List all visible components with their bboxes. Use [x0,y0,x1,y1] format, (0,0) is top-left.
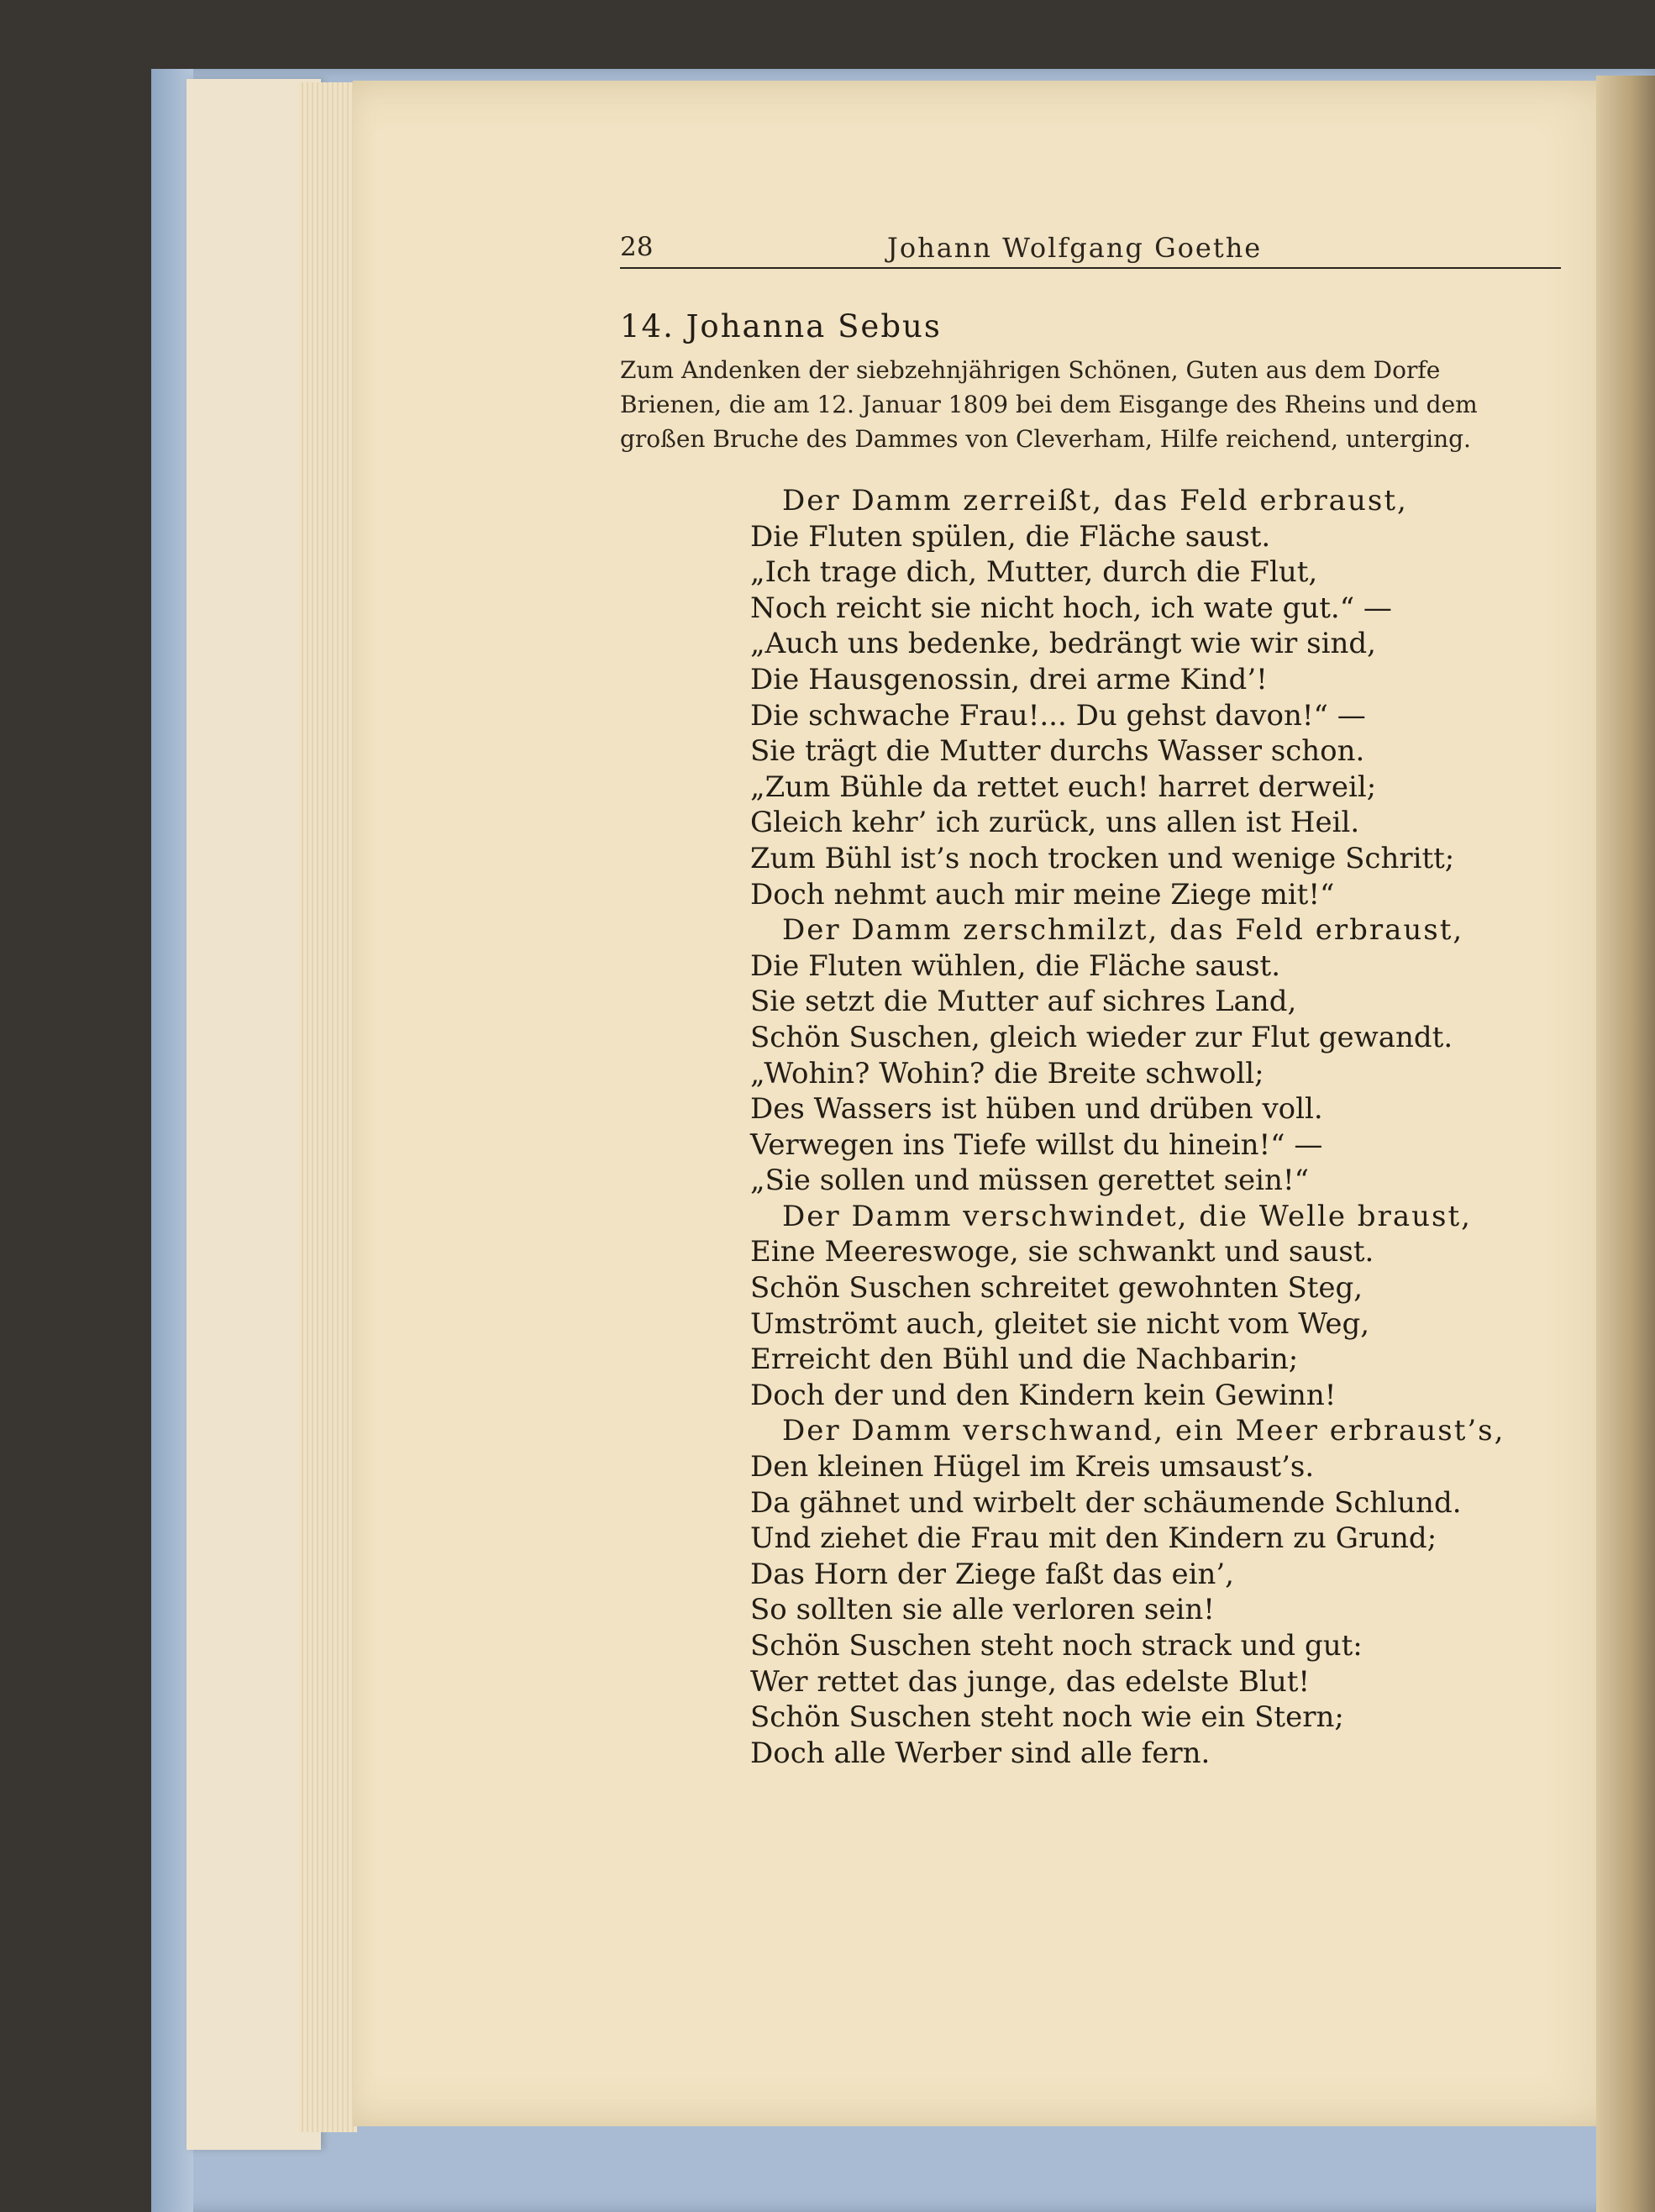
verse: Das Horn der Ziege faßt das ein’, [750,1557,1234,1591]
stanza-1 [750,483,1505,912]
verse: Schön Suschen steht noch strack und gut: [750,1629,1363,1663]
verse: „Sie sollen und müssen gerettet sein!“ [750,1164,1309,1198]
verse: Gleich kehr’ ich zurück, uns allen ist Heil. [750,806,1360,840]
verse: Zum Bühl ist’s noch trocken und wenige Schritt; [750,841,1455,875]
verse: Doch nehmt auch mir meine Ziege mit!“ [750,877,1335,912]
page-gutter [1596,76,1655,2212]
verse: So sollten sie alle verloren sein! [750,1593,1215,1627]
verse: Die schwache Frau!... Du gehst davon!“ — [750,698,1366,733]
stanza-2 [750,912,1505,1199]
verse: Schön Suschen steht noch wie ein Stern; [750,1700,1344,1735]
verse: Da gähnet und wirbelt der schäumende Schlund. [750,1485,1462,1520]
dedication-line: Brienen, die am 12. Januar 1809 bei dem Eisgange des Rheins und dem [620,391,1478,418]
verse: Die Fluten wühlen, die Fläche saust. [750,948,1281,983]
dedication-line: Zum Andenken der siebzehnjährigen Schönen, Guten aus dem Dorfe [620,356,1441,384]
verse: Noch reicht sie nicht hoch, ich wate gut.“ — [750,591,1392,625]
page-header [620,232,1561,269]
stanza-4 [750,1413,1505,1771]
running-head: Johann Wolfgang Goethe [887,232,1263,264]
verse: Doch der und den Kindern kein Gewinn! [750,1378,1337,1412]
verse: Eine Meereswoge, sie schwankt und saust. [750,1235,1374,1269]
verse: Der Damm verschwindet, die Welle braust, [782,1199,1472,1233]
verse: Des Wassers ist hüben und drüben voll. [750,1092,1323,1127]
poem-body [750,483,1505,1771]
dedication [620,353,1563,456]
verse: Sie setzt die Mutter auf sichres Land, [750,985,1297,1019]
verse: Doch alle Werber sind alle fern. [750,1736,1211,1770]
verse: Der Damm zerreißt, das Feld erbraust, [782,484,1408,518]
verse: Wer rettet das junge, das edelste Blut! [750,1664,1311,1699]
verse: Schön Suschen, gleich wieder zur Flut gewandt. [750,1020,1453,1054]
verse: „Wohin? Wohin? die Breite schwoll; [750,1056,1264,1090]
verse: Die Fluten spülen, die Fläche saust. [750,519,1271,554]
verse: Erreicht den Bühl und die Nachbarin; [750,1342,1299,1377]
verse: Der Damm verschwand, ein Meer erbraust’s, [782,1414,1505,1448]
page-number: 28 [620,232,654,262]
verse: Verwegen ins Tiefe willst du hinein!“ — [750,1127,1323,1162]
verse: „Auch uns bedenke, bedrängt wie wir sind, [750,627,1376,661]
dedication-line: großen Bruche des Dammes von Cleverham, Hilfe reichend, unterging. [620,425,1471,453]
verse: Und ziehet die Frau mit den Kindern zu Grund; [750,1521,1437,1556]
verse: Umströmt auch, gleitet sie nicht vom Weg, [750,1306,1370,1341]
verse: „Zum Bühle da rettet euch! harret derweil; [750,770,1377,804]
verse: Sie trägt die Mutter durchs Wasser schon. [750,734,1365,769]
verse: Den kleinen Hügel im Kreis umsaust’s. [750,1450,1315,1484]
verse: Der Damm zerschmilzt, das Feld erbraust, [782,913,1464,948]
verse: Die Hausgenossin, drei arme Kind’! [750,662,1268,696]
stanza-3 [750,1199,1505,1414]
poem-title: 14. Johanna Sebus [620,308,942,344]
verse: „Ich trage dich, Mutter, durch die Flut, [750,555,1318,590]
page-stack-edge [298,82,357,2132]
verse: Schön Suschen schreitet gewohnten Steg, [750,1271,1363,1306]
